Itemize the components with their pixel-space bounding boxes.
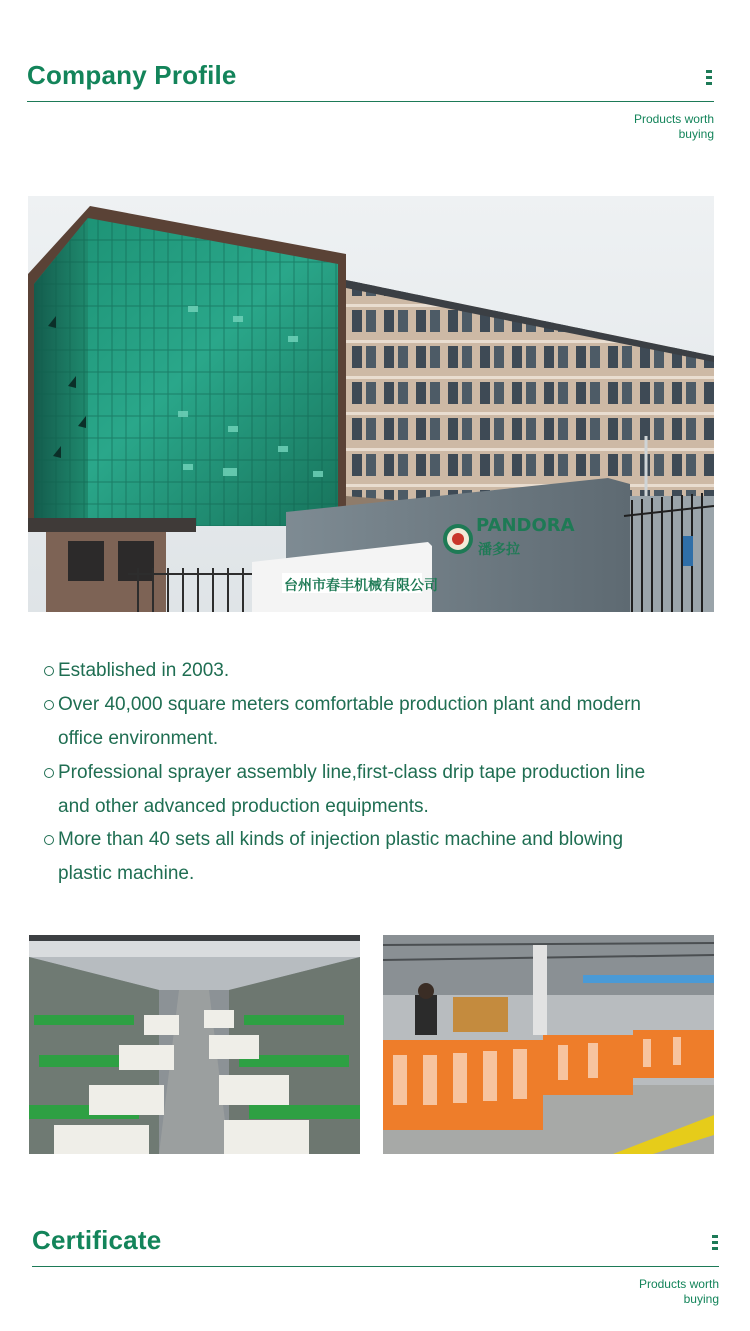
section-title-certificate: Certificate: [32, 1225, 162, 1255]
bullet-dot-icon: [44, 768, 54, 778]
sprayer-assembly-line-photo: [383, 935, 714, 1154]
bullet-text-continued: plastic machine.: [58, 863, 195, 884]
sign-company-text: 台州市春丰机械有限公司: [284, 578, 438, 594]
menu-icon[interactable]: [712, 1235, 718, 1253]
section-title-company-profile: Company Profile: [27, 60, 237, 90]
bullet-dot-icon: [44, 700, 54, 710]
injection-machine-workshop-photo: [29, 935, 360, 1154]
tagline-line-1: Products worth: [633, 112, 714, 126]
sign-brand-text: PANDORA: [476, 515, 575, 536]
tagline-line-2: buying: [678, 127, 714, 141]
sign-brand-cn-text: 潘多拉: [478, 542, 520, 558]
bullet-item: [44, 654, 714, 688]
tagline-line-1: Products worth: [638, 1277, 719, 1291]
section-tagline: [565, 1277, 719, 1307]
bullet-item: [44, 688, 714, 756]
bullet-dot-icon: [44, 835, 54, 845]
section-divider: [27, 101, 714, 102]
bullet-text-continued: office environment.: [58, 728, 219, 749]
section-divider: [32, 1266, 719, 1267]
bullet-dot-icon: [44, 666, 54, 676]
section-tagline: [560, 112, 714, 142]
menu-icon[interactable]: [706, 70, 712, 88]
bullet-text: Over 40,000 square meters comfortable production plant and modern: [58, 694, 641, 715]
tagline-line-2: buying: [683, 1292, 719, 1306]
bullet-text: Professional sprayer assembly line,first-class drip tape production line: [58, 762, 646, 783]
bullet-item: [44, 823, 714, 891]
bullet-item: [44, 756, 714, 824]
bullet-text: More than 40 sets all kinds of injection plastic machine and blowing: [58, 829, 624, 850]
bullet-text: Established in 2003.: [58, 660, 230, 681]
factory-building-photo: [28, 196, 714, 612]
bullet-text-continued: and other advanced production equipments.: [58, 796, 429, 817]
